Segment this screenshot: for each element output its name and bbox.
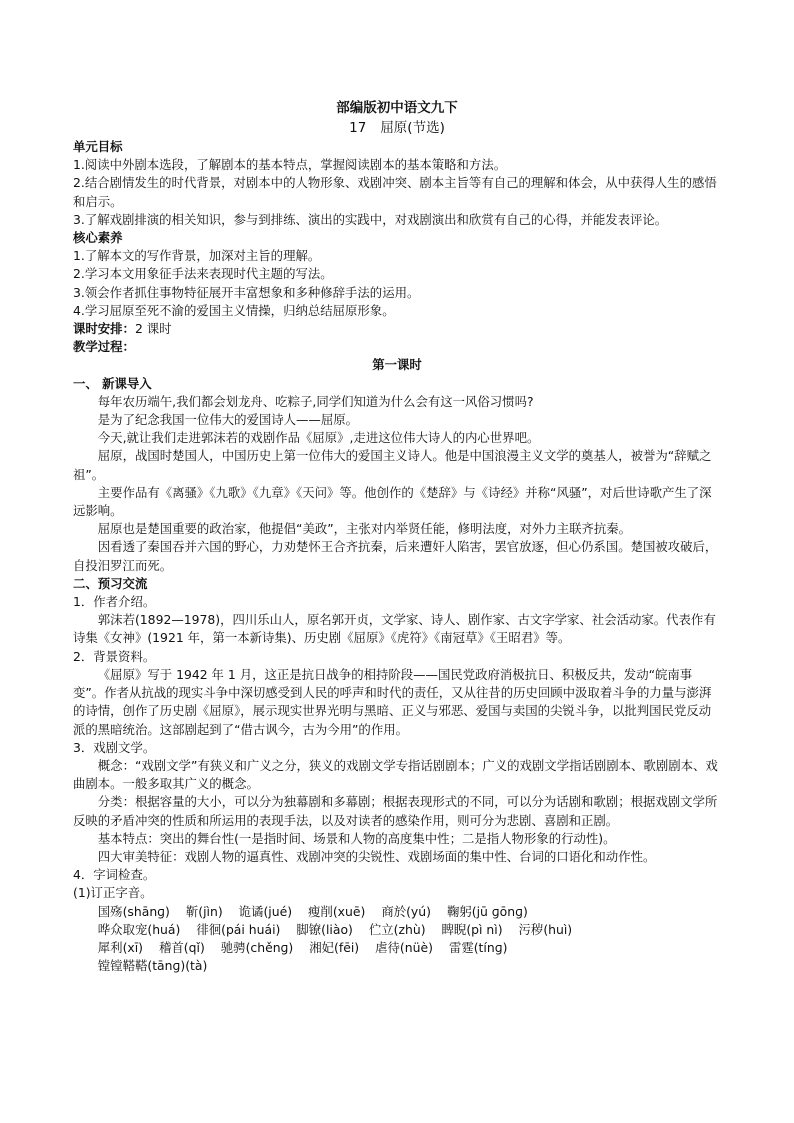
pinyin-item: 徘徊(pái huái) (196, 921, 281, 937)
schedule-line (73, 320, 721, 338)
pinyin-item: 睥睨(pì nì) (441, 921, 503, 937)
pinyin-row (73, 957, 721, 975)
subsection-sub: (1)订正字音。 (73, 885, 153, 901)
pinyin-row (73, 939, 721, 957)
pinyin-item: 虐待(nüè) (375, 939, 433, 955)
section-heading: 二、预习交流 (73, 575, 148, 591)
paragraph: 屈原也是楚国重要的政治家，他提倡“美政”，主张对内举贤任能，修明法度，对外力主联齐抗秦。 (97, 521, 632, 537)
unit-goal-item: 1.阅读中外剧本选段，了解剧本的基本特点，掌握阅读剧本的基本策略和方法。 (73, 157, 507, 173)
pinyin-item: 脚镣(liào) (296, 921, 353, 937)
pinyin-item: 瘦削(xuē) (308, 903, 366, 919)
paragraph: 概念：“戏剧文学”有狭义和广义之分，狭义的戏剧文学专指话剧剧本；广义的戏剧文学指话剧剧本、歌剧剧本、戏曲剧本。一般多取其广义的概念。 (73, 757, 718, 792)
section-heading: 一、 新课导入 (73, 375, 152, 391)
pinyin-item: 靳(jìn) (185, 903, 223, 919)
pinyin-item: 诡谲(jué) (238, 903, 293, 919)
subsection-heading: 3．戏剧文学。 (73, 739, 156, 755)
lesson-number: 17 (349, 120, 367, 136)
paragraph: 今天,就让我们走进郭沫若的戏剧作品《屈原》,走进这位伟大诗人的内心世界吧。 (97, 430, 540, 446)
core-item: 2.学习本文用象征手法来表现时代主题的写法。 (73, 266, 333, 282)
core-item: 4.学习屈原至死不渝的爱国主义情操，归纳总结屈原形象。 (73, 302, 395, 318)
core-item: 3.领会作者抓住事物特征展开丰富想象和多种修辞手法的运用。 (73, 284, 420, 300)
schedule-label: 课时安排： (73, 321, 135, 337)
process-heading: 教学过程： (73, 339, 135, 355)
paragraph: 每年农历端午,我们都会划龙舟、吃粽子,同学们知道为什么会有这一风俗习惯吗? (97, 393, 534, 409)
paragraph: 屈原，战国时楚国人，中国历史上第一位伟大的爱国主义诗人。他是中国浪漫主义文学的奠基人，被誉为“辞赋之祖”。 (73, 448, 712, 482)
subsection-heading: 2．背景资料。 (73, 648, 156, 664)
pinyin-item: 伫立(zhù) (368, 921, 426, 937)
pinyin-row (73, 903, 721, 921)
subsection-heading: 1．作者介绍。 (73, 594, 156, 610)
pinyin-item: 哗众取宠(huá) (97, 921, 181, 937)
core-heading: 核心素养 (73, 230, 123, 246)
document-page (73, 98, 721, 975)
doc-title: 部编版初中语文九下 (336, 100, 458, 116)
paragraph: 分类：根据容量的大小，可以分为独幕剧和多幕剧；根据表现形式的不同，可以分为话剧和歌剧；根据戏剧文学所反映的矛盾冲突的性质和所运用的表现手法，以及对读者的感染作用，则可分为悲剧、喜剧和正剧。 (73, 794, 718, 828)
pinyin-item: 商於(yú) (381, 903, 431, 919)
pinyin-item: 鞠躬(jū ɡōnɡ) (446, 903, 528, 919)
lesson-title (73, 118, 721, 138)
paragraph: 基本特点：突出的舞台性(一是指时间、场景和人物的高度集中性；二是指人物形象的行动性)。 (97, 830, 616, 846)
paragraph: 是为了纪念我国一位伟大的爱国诗人——屈原。 (97, 412, 358, 428)
unit-goal-heading: 单元目标 (73, 139, 123, 154)
pinyin-item: 稽首(qǐ) (159, 939, 205, 955)
pinyin-item: 镗镗鞳鞳(tānɡ)(tà) (97, 958, 208, 974)
lesson-name: 屈原(节选) (380, 120, 445, 136)
paragraph: 《屈原》写于 1942 年 1 月，这正是抗日战争的相持阶段——国民党政府消极抗日、积极反共，发动“皖南事变”。作者从抗战的现实斗争中深切感受到人民的呼声和时代的责任，又从往昔的历史回顾中汲取着斗争的力量与澎湃的诗情，创作了历史剧《屈原》，展示现实世界光明与黑暗、正义与邪恶、爱国与卖国的尖锐斗争，以批判国民党反动派的黑暗统治。这部剧起到了“借古讽今，古为今用”的作用。 (73, 666, 712, 737)
pinyin-item: 污秽(huì) (518, 921, 573, 937)
pinyin-item: 犀利(xī) (97, 939, 144, 955)
core-item: 1.了解本文的写作背景，加深对主旨的理解。 (73, 248, 321, 264)
pinyin-row (73, 921, 721, 939)
unit-goal-item: 3.了解戏剧排演的相关知识，参与到排练、演出的实践中，对戏剧演出和欣赏有自己的心得，并能发表评论。 (73, 211, 668, 227)
pinyin-item: 驰骋(chěnɡ) (220, 939, 294, 955)
period-heading: 第一课时 (372, 357, 422, 373)
subsection-heading: 4．字词检查。 (73, 867, 156, 883)
pinyin-item: 国殇(shānɡ) (97, 903, 170, 919)
paragraph: 主要作品有《离骚》《九歌》《九章》《天问》等。他创作的《楚辞》与《诗经》并称“风骚”，对后世诗歌产生了深远影响。 (73, 484, 712, 519)
paragraph: 因看透了秦国吞并六国的野心，力劝楚怀王合齐抗秦，后来遭奸人陷害，罢官放逐，但心仍系国。楚国被攻破后，自投汨罗江而死。 (73, 539, 718, 573)
paragraph: 四大审美特征：戏剧人物的逼真性、戏剧冲突的尖锐性、戏剧场面的集中性、台词的口语化和动作性。 (97, 848, 656, 864)
schedule-value: 2 课时 (134, 321, 172, 337)
unit-goal-item: 2.结合剧情发生的时代背景，对剧本中的人物形象、戏剧冲突、剧本主旨等有自己的理解和体会，从中获得人生的感悟和启示。 (73, 175, 717, 209)
paragraph: 郭沫若(1892—1978)，四川乐山人，原名郭开贞，文学家、诗人、剧作家、古文字学家、社会活动家。代表作有诗集《女神》(1921 年，第一本新诗集)、历史剧《屈原》《虎符》《南冠草》《王昭君》等。 (73, 612, 716, 646)
pinyin-item: 雷霆(tínɡ) (448, 939, 508, 955)
pinyin-item: 湘妃(fēi) (309, 939, 360, 955)
